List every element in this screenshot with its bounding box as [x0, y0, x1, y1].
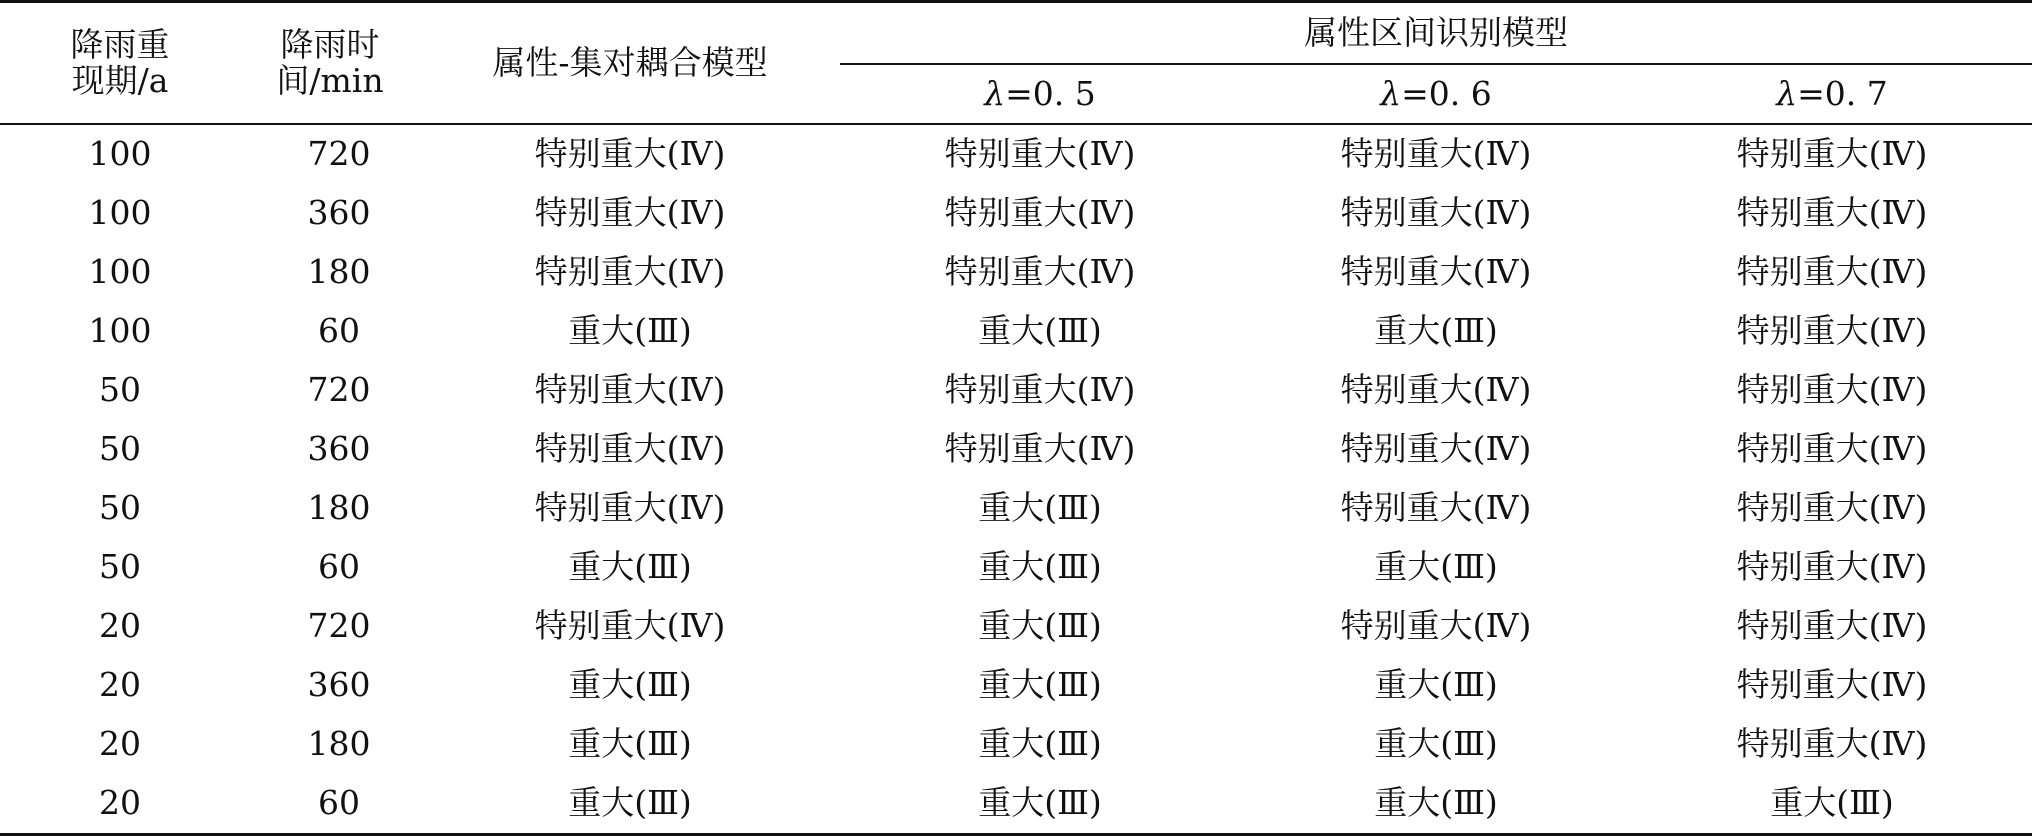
- cell-coupling: 特别重大(Ⅳ): [534, 193, 726, 233]
- cell-period: 20: [99, 665, 141, 705]
- cell-coupling: 特别重大(Ⅳ): [534, 606, 726, 646]
- lambda-symbol: λ: [1380, 73, 1402, 113]
- table-row: [0, 479, 2032, 538]
- cell-coupling: 重大(Ⅲ): [420, 774, 840, 835]
- cell-period: 20: [99, 606, 141, 646]
- header-return-period: [0, 2, 240, 125]
- cell-lambda-05: 特别重大(Ⅳ): [944, 370, 1136, 410]
- cell-period: 100: [88, 134, 152, 174]
- cell-duration: 60: [318, 547, 360, 587]
- cell-lambda-07: 特别重大(Ⅳ): [1736, 370, 1928, 410]
- cell-lambda-07: 特别重大(Ⅳ): [1736, 429, 1928, 469]
- cell-lambda-07: 特别重大(Ⅳ): [1736, 488, 1928, 528]
- cell-lambda-06: 特别重大(Ⅳ): [1340, 488, 1532, 528]
- cell-coupling: 特别重大(Ⅳ): [534, 488, 726, 528]
- table-row: [0, 597, 2032, 656]
- cell-lambda-07: 特别重大(Ⅳ): [1736, 134, 1928, 174]
- cell-period: 50: [99, 488, 141, 528]
- table-row: [0, 184, 2032, 243]
- header-duration: [240, 2, 420, 125]
- lambda-value: =0. 6: [1401, 73, 1492, 113]
- cell-duration: 720: [307, 134, 371, 174]
- cell-lambda-06: 重大(Ⅲ): [1240, 774, 1632, 835]
- cell-period: 50: [99, 547, 141, 587]
- cell-coupling: 重大(Ⅲ): [568, 311, 692, 351]
- cell-lambda-07: 特别重大(Ⅳ): [1736, 606, 1928, 646]
- cell-duration: 360: [307, 193, 371, 233]
- cell-lambda-05: 重大(Ⅲ): [840, 774, 1240, 835]
- cell-lambda-06: 特别重大(Ⅳ): [1340, 606, 1532, 646]
- header-return-period-line1: 降雨重: [70, 24, 170, 64]
- table-body: [0, 124, 2032, 835]
- lambda-value: =0. 5: [1005, 73, 1096, 113]
- cell-lambda-06: 重大(Ⅲ): [1374, 547, 1498, 587]
- table-row: [0, 361, 2032, 420]
- cell-lambda-06: 重大(Ⅲ): [1374, 724, 1498, 764]
- table-header: [0, 2, 2032, 125]
- cell-duration: 60: [318, 311, 360, 351]
- cell-duration: 180: [307, 488, 371, 528]
- table-row: [0, 302, 2032, 361]
- table-row: [0, 656, 2032, 715]
- cell-duration: 180: [307, 252, 371, 292]
- cell-coupling: 重大(Ⅲ): [568, 724, 692, 764]
- cell-coupling: 重大(Ⅲ): [568, 665, 692, 705]
- cell-lambda-05: 特别重大(Ⅳ): [944, 252, 1136, 292]
- table-row: [0, 420, 2032, 479]
- cell-lambda-07: 特别重大(Ⅳ): [1736, 724, 1928, 764]
- cell-duration: 60: [240, 774, 420, 835]
- cell-lambda-05: 特别重大(Ⅳ): [944, 193, 1136, 233]
- cell-lambda-06: 特别重大(Ⅳ): [1340, 193, 1532, 233]
- cell-lambda-05: 重大(Ⅲ): [978, 665, 1102, 705]
- cell-coupling: 特别重大(Ⅳ): [534, 252, 726, 292]
- cell-lambda-05: 重大(Ⅲ): [978, 311, 1102, 351]
- cell-lambda-05: 特别重大(Ⅳ): [944, 134, 1136, 174]
- table-row: [0, 774, 2032, 835]
- cell-period: 100: [88, 193, 152, 233]
- cell-lambda-07: 特别重大(Ⅳ): [1736, 311, 1928, 351]
- cell-lambda-06: 重大(Ⅲ): [1374, 665, 1498, 705]
- cell-lambda-05: 重大(Ⅲ): [978, 724, 1102, 764]
- table-row: [0, 124, 2032, 184]
- cell-period: 100: [88, 311, 152, 351]
- cell-duration: 720: [307, 606, 371, 646]
- cell-lambda-05: 特别重大(Ⅳ): [944, 429, 1136, 469]
- cell-coupling: 特别重大(Ⅳ): [534, 370, 726, 410]
- cell-lambda-06: 特别重大(Ⅳ): [1340, 429, 1532, 469]
- cell-lambda-06: 重大(Ⅲ): [1374, 311, 1498, 351]
- cell-lambda-05: 重大(Ⅲ): [978, 547, 1102, 587]
- table-row: [0, 715, 2032, 774]
- lambda-symbol: λ: [984, 73, 1006, 113]
- table-row: [0, 538, 2032, 597]
- cell-lambda-06: 特别重大(Ⅳ): [1340, 370, 1532, 410]
- cell-duration: 720: [307, 370, 371, 410]
- cell-duration: 360: [307, 665, 371, 705]
- cell-period: 20: [99, 724, 141, 764]
- cell-lambda-06: 特别重大(Ⅳ): [1340, 134, 1532, 174]
- header-lambda-06: [1240, 64, 1632, 124]
- header-return-period-line2: 现期/a: [71, 61, 169, 100]
- header-lambda-07: [1632, 64, 2032, 124]
- cell-period: 50: [99, 370, 141, 410]
- cell-period: 100: [88, 252, 152, 292]
- header-duration-line1: 降雨时: [280, 24, 380, 64]
- cell-lambda-07: 特别重大(Ⅳ): [1736, 547, 1928, 587]
- cell-coupling: 特别重大(Ⅳ): [534, 429, 726, 469]
- header-interval-model: 属性区间识别模型: [840, 2, 2032, 65]
- cell-coupling: 特别重大(Ⅳ): [534, 134, 726, 174]
- cell-lambda-05: 重大(Ⅲ): [978, 488, 1102, 528]
- header-lambda-05: [840, 64, 1240, 124]
- lambda-symbol: λ: [1776, 73, 1798, 113]
- cell-lambda-07: 重大(Ⅲ): [1632, 774, 2032, 835]
- cell-lambda-06: 特别重大(Ⅳ): [1340, 252, 1532, 292]
- cell-period: 50: [99, 429, 141, 469]
- lambda-value: =0. 7: [1797, 73, 1888, 113]
- cell-duration: 360: [307, 429, 371, 469]
- cell-duration: 180: [307, 724, 371, 764]
- cell-lambda-07: 特别重大(Ⅳ): [1736, 252, 1928, 292]
- header-coupling-model: 属性-集对耦合模型: [420, 2, 840, 125]
- cell-coupling: 重大(Ⅲ): [568, 547, 692, 587]
- cell-period: 20: [0, 774, 240, 835]
- header-duration-line2: 间/min: [276, 61, 384, 100]
- cell-lambda-07: 特别重大(Ⅳ): [1736, 193, 1928, 233]
- table-row: [0, 243, 2032, 302]
- cell-lambda-07: 特别重大(Ⅳ): [1736, 665, 1928, 705]
- cell-lambda-05: 重大(Ⅲ): [978, 606, 1102, 646]
